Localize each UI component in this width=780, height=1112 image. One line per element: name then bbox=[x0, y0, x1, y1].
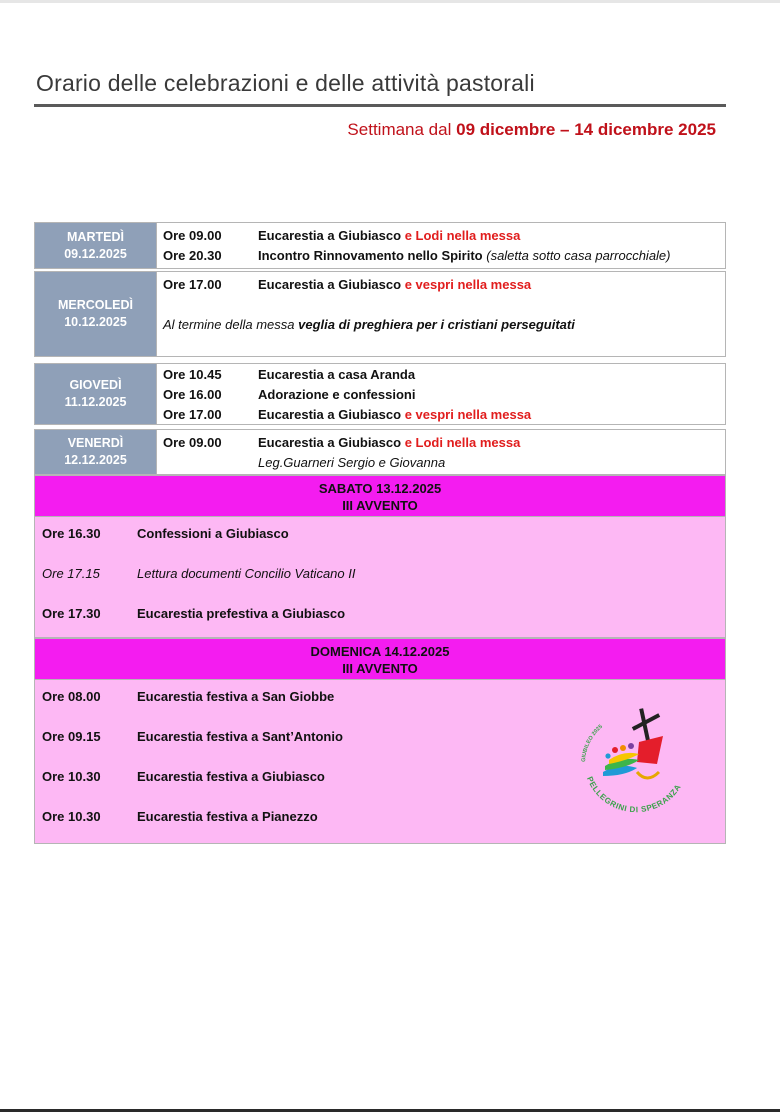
event-line: Ore 10.30 Eucarestia festiva a Pianezzo bbox=[42, 809, 318, 824]
sunday-body bbox=[34, 680, 726, 844]
weekday-row-mercoledi bbox=[34, 271, 726, 357]
svg-text:GIUBILEO 2025: GIUBILEO 2025 bbox=[580, 723, 604, 763]
event-line: Ore 09.00 Eucarestia a Giubiasco e Lodi nella messa bbox=[163, 228, 521, 243]
event-line: Ore 17.30 Eucarestia prefestiva a Giubiasco bbox=[42, 606, 346, 621]
event-line: Ore 17.00 Eucarestia a Giubiasco e vespri nella messa bbox=[163, 277, 532, 292]
event-line: Ore 09.00 Eucarestia a Giubiasco e Lodi nella messa bbox=[163, 435, 521, 450]
page-title: Orario delle celebrazioni e delle attività pastorali bbox=[36, 70, 535, 96]
event-line: Ore 10.45 Eucarestia a casa Aranda bbox=[163, 367, 416, 382]
event-line: Ore 08.00 Eucarestia festiva a San Giobbe bbox=[42, 689, 335, 704]
title-rule bbox=[34, 104, 726, 107]
day-cell: GIOVEDÌ 11.12.2025 bbox=[35, 364, 157, 424]
jubilee-logo-icon bbox=[567, 702, 697, 822]
weekday-row-martedi bbox=[34, 222, 726, 269]
event-line: Ore 17.15 Lettura documenti Concilio Vaticano II bbox=[42, 566, 356, 581]
week-range: Settimana dal 09 dicembre – 14 dicembre 2025 bbox=[347, 120, 716, 139]
event-line: Ore 16.00 Adorazione e confessioni bbox=[163, 387, 416, 402]
event-line: Ore 20.30 Incontro Rinnovamento nello Spirito (saletta sotto casa parrocchiale) bbox=[163, 248, 671, 263]
day-cell: VENERDÌ 12.12.2025 bbox=[35, 430, 157, 474]
event-line: Ore 17.00 Eucarestia a Giubiasco e vespri nella messa bbox=[163, 407, 532, 422]
day-cell: MERCOLEDÌ 10.12.2025 bbox=[35, 272, 157, 356]
svg-text:PELLEGRINI DI SPERANZA: PELLEGRINI DI SPERANZA bbox=[585, 775, 683, 815]
schedule-table bbox=[34, 222, 726, 844]
sunday-header: DOMENICA 14.12.2025 III AVVENTO bbox=[34, 638, 726, 680]
event-note: Leg.Guarneri Sergio e Giovanna bbox=[258, 455, 446, 470]
event-line: Ore 09.15 Eucarestia festiva a Sant’Antonio bbox=[42, 729, 343, 744]
saturday-body bbox=[34, 517, 726, 638]
event-line: Ore 10.30 Eucarestia festiva a Giubiasco bbox=[42, 769, 325, 784]
event-note: Al termine della messa veglia di preghiera per i cristiani perseguitati bbox=[163, 317, 575, 332]
day-cell: MARTEDÌ 09.12.2025 bbox=[35, 223, 157, 268]
weekday-row-venerdi bbox=[34, 429, 726, 475]
top-border bbox=[0, 0, 780, 3]
event-line: Ore 16.30 Confessioni a Giubiasco bbox=[42, 526, 289, 541]
weekday-row-giovedi bbox=[34, 363, 726, 425]
saturday-header: SABATO 13.12.2025 III AVVENTO bbox=[34, 475, 726, 517]
